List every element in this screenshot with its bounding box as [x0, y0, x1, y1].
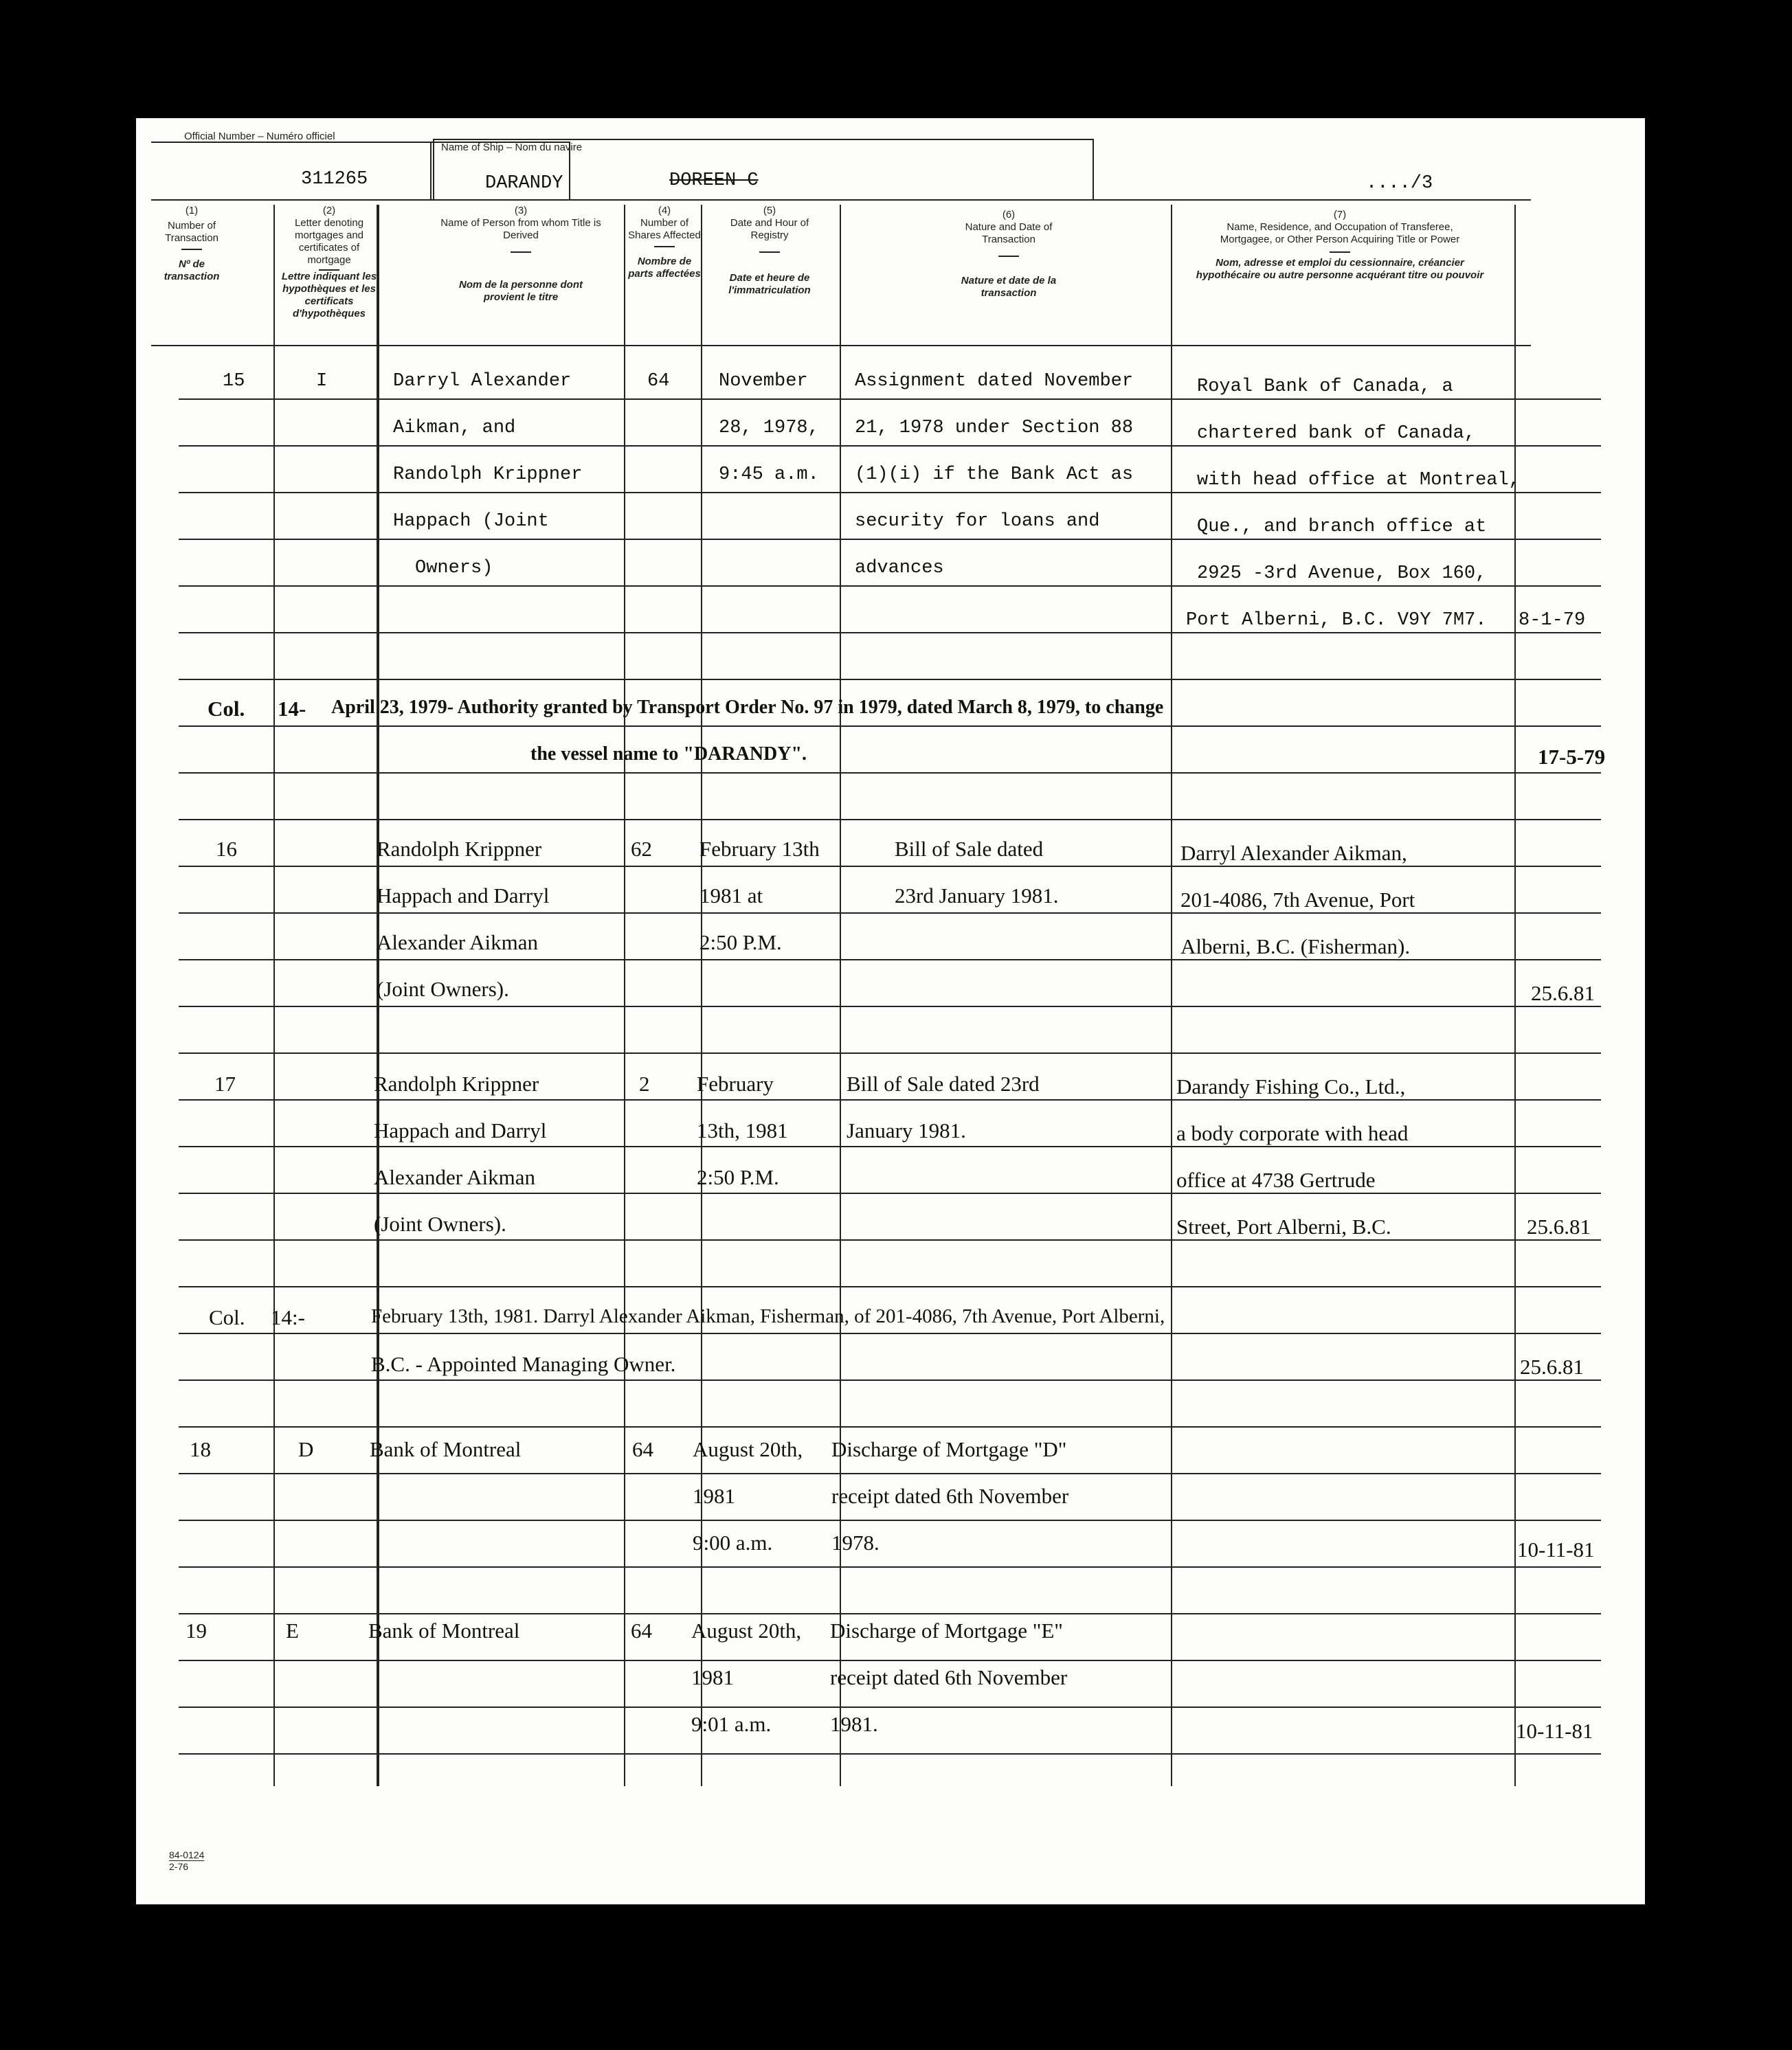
col5-header: (5) Date and Hour of Registry Date et heure de l'immatriculation [728, 205, 811, 296]
col4-header: (4) Number of Shares Affected Nombre de parts affectées [628, 205, 701, 280]
nature-line: 1981. [830, 1712, 878, 1736]
recorded-date: 8-1-79 [1519, 610, 1586, 631]
official-number-label: Official Number – Numéro officiel [184, 131, 335, 142]
shares: 64 [632, 1437, 653, 1461]
from-line: Alexander Aikman [374, 1165, 536, 1189]
date-line: 28, 1978, [719, 418, 819, 438]
date-line: 9:01 a.m. [691, 1712, 772, 1736]
from-line: Happach and Darryl [374, 1118, 547, 1142]
to-line: Darandy Fishing Co., Ltd., [1176, 1074, 1406, 1099]
nature-line: receipt dated 6th November [831, 1484, 1069, 1508]
from-line: Happach and Darryl [377, 883, 550, 908]
col-label: Col. [208, 697, 245, 721]
register-page [136, 118, 1645, 1904]
to-line: Darryl Alexander Aikman, [1180, 841, 1407, 865]
to-line: Royal Bank of Canada, a [1197, 376, 1453, 397]
to-line: Street, Port Alberni, B.C. [1176, 1215, 1391, 1239]
transaction-number: 17 [214, 1072, 236, 1096]
mortgage-letter: E [286, 1619, 299, 1643]
to-line: Port Alberni, B.C. V9Y 7M7. [1186, 610, 1487, 631]
col6-header: (6) Nature and Date of Transaction Nature et date de la transaction [961, 209, 1057, 299]
from-line: Randolph Krippner [377, 837, 542, 861]
transaction-number: 18 [190, 1437, 211, 1461]
from-line: Owners) [415, 558, 493, 578]
from-line: Randolph Krippner [393, 464, 583, 485]
from-line: Aikman, and [393, 418, 516, 438]
transaction-number: 16 [216, 837, 237, 861]
from-line: Alexander Aikman [377, 930, 539, 954]
date-line: February [697, 1072, 774, 1096]
from-line: (Joint Owners). [374, 1212, 506, 1236]
to-line: Alberni, B.C. (Fisherman). [1180, 934, 1411, 958]
from-line: Darryl Alexander [393, 371, 572, 392]
from-line: Bank of Montreal [370, 1437, 522, 1461]
col2-header: (2) Letter denoting mortgages and certificates of mortgage Lettre indiquant les hypothèques et les certificats d'hypothèques [281, 205, 377, 319]
nature-line: January 1981. [847, 1118, 966, 1142]
form-number: 84-0124 2-76 [169, 1849, 205, 1872]
recorded-date: 25.6.81 [1527, 1215, 1591, 1239]
nature-line: Bill of Sale dated [895, 837, 1044, 861]
note-line: B.C. - Appointed Managing Owner. [371, 1352, 676, 1376]
from-line: (Joint Owners). [377, 977, 509, 1001]
nature-line: Bill of Sale dated 23rd [847, 1072, 1040, 1096]
recorded-date: 25.6.81 [1531, 981, 1595, 1005]
from-line: Happach (Joint [393, 511, 549, 532]
recorded-date: 10-11-81 [1517, 1538, 1595, 1562]
shares: 64 [631, 1619, 652, 1643]
page-continuation: ..../3 [1366, 173, 1433, 194]
date-line: August 20th, [691, 1619, 802, 1643]
official-number: 311265 [301, 169, 368, 190]
mortgage-letter: D [298, 1437, 314, 1461]
shares: 62 [631, 837, 652, 861]
col-number: 14:- [271, 1305, 305, 1329]
date-line: August 20th, [693, 1437, 803, 1461]
to-line: office at 4738 Gertrude [1176, 1168, 1376, 1192]
ship-name: DARANDY [485, 173, 563, 194]
shares: 2 [639, 1072, 650, 1096]
to-line: 201-4086, 7th Avenue, Port [1180, 888, 1415, 912]
nature-line: 21, 1978 under Section 88 [855, 418, 1134, 438]
col3-header: (3) Name of Person from whom Title is Derived Nom de la personne dont provient le titre [440, 205, 601, 303]
mortgage-letter: I [316, 371, 328, 392]
to-line: a body corporate with head [1176, 1121, 1409, 1145]
nature-line: receipt dated 6th November [830, 1665, 1068, 1689]
to-line: Que., and branch office at [1197, 517, 1487, 537]
transaction-number: 19 [186, 1619, 207, 1643]
col-label: Col. [209, 1305, 245, 1329]
col1-header: (1) Number of Transaction Nº de transaction [164, 205, 220, 282]
nature-line: advances [855, 558, 944, 578]
to-line: chartered bank of Canada, [1197, 423, 1476, 444]
nature-line: security for loans and [855, 511, 1100, 532]
nature-line: Assignment dated November [855, 371, 1134, 392]
col7-header: (7) Name, Residence, and Occupation of Transferee, Mortgagee, or Other Person Acquiring Title or Power Nom, adresse et emploi du cessionnaire, créancier hypothécaire ou autre personne acquérant titre ou pouvoir [1196, 209, 1484, 281]
nature-line: Discharge of Mortgage "D" [831, 1437, 1067, 1461]
nature-line: 23rd January 1981. [895, 883, 1059, 908]
date-line: 1981 [693, 1484, 735, 1508]
date-line: 2:50 P.M. [697, 1165, 779, 1189]
from-line: Randolph Krippner [374, 1072, 539, 1096]
note-line: April 23, 1979- Authority granted by Transport Order No. 97 in 1979, dated March 8, 1979, to change [331, 697, 1164, 718]
recorded-date: 10-11-81 [1516, 1719, 1593, 1743]
recorded-date: 17-5-79 [1538, 745, 1606, 769]
date-line: 9:45 a.m. [719, 464, 819, 485]
to-line: with head office at Montreal, [1197, 470, 1520, 491]
date-line: November [719, 371, 808, 392]
note-line: the vessel name to "DARANDY". [530, 743, 807, 765]
date-line: 9:00 a.m. [693, 1531, 773, 1555]
date-line: February 13th [699, 837, 820, 861]
note-line: February 13th, 1981. Darryl Alexander Aikman, Fisherman, of 201-4086, 7th Avenue, Port Alberni, [371, 1305, 1165, 1327]
transaction-number: 15 [223, 371, 245, 392]
date-line: 1981 [691, 1665, 734, 1689]
date-line: 2:50 P.M. [699, 930, 782, 954]
col-number: 14- [278, 697, 306, 721]
shares: 64 [647, 371, 670, 392]
nature-line: 1978. [831, 1531, 880, 1555]
date-line: 13th, 1981 [697, 1118, 788, 1142]
nature-line: (1)(i) if the Bank Act as [855, 464, 1134, 485]
date-line: 1981 at [699, 883, 763, 908]
to-line: 2925 -3rd Avenue, Box 160, [1197, 563, 1487, 584]
ship-name-label: Name of Ship – Nom du navire [441, 142, 583, 153]
from-line: Bank of Montreal [368, 1619, 520, 1643]
ship-name-struck: DOREEN C [669, 170, 759, 191]
recorded-date: 25.6.81 [1520, 1355, 1584, 1379]
nature-line: Discharge of Mortgage "E" [830, 1619, 1063, 1643]
